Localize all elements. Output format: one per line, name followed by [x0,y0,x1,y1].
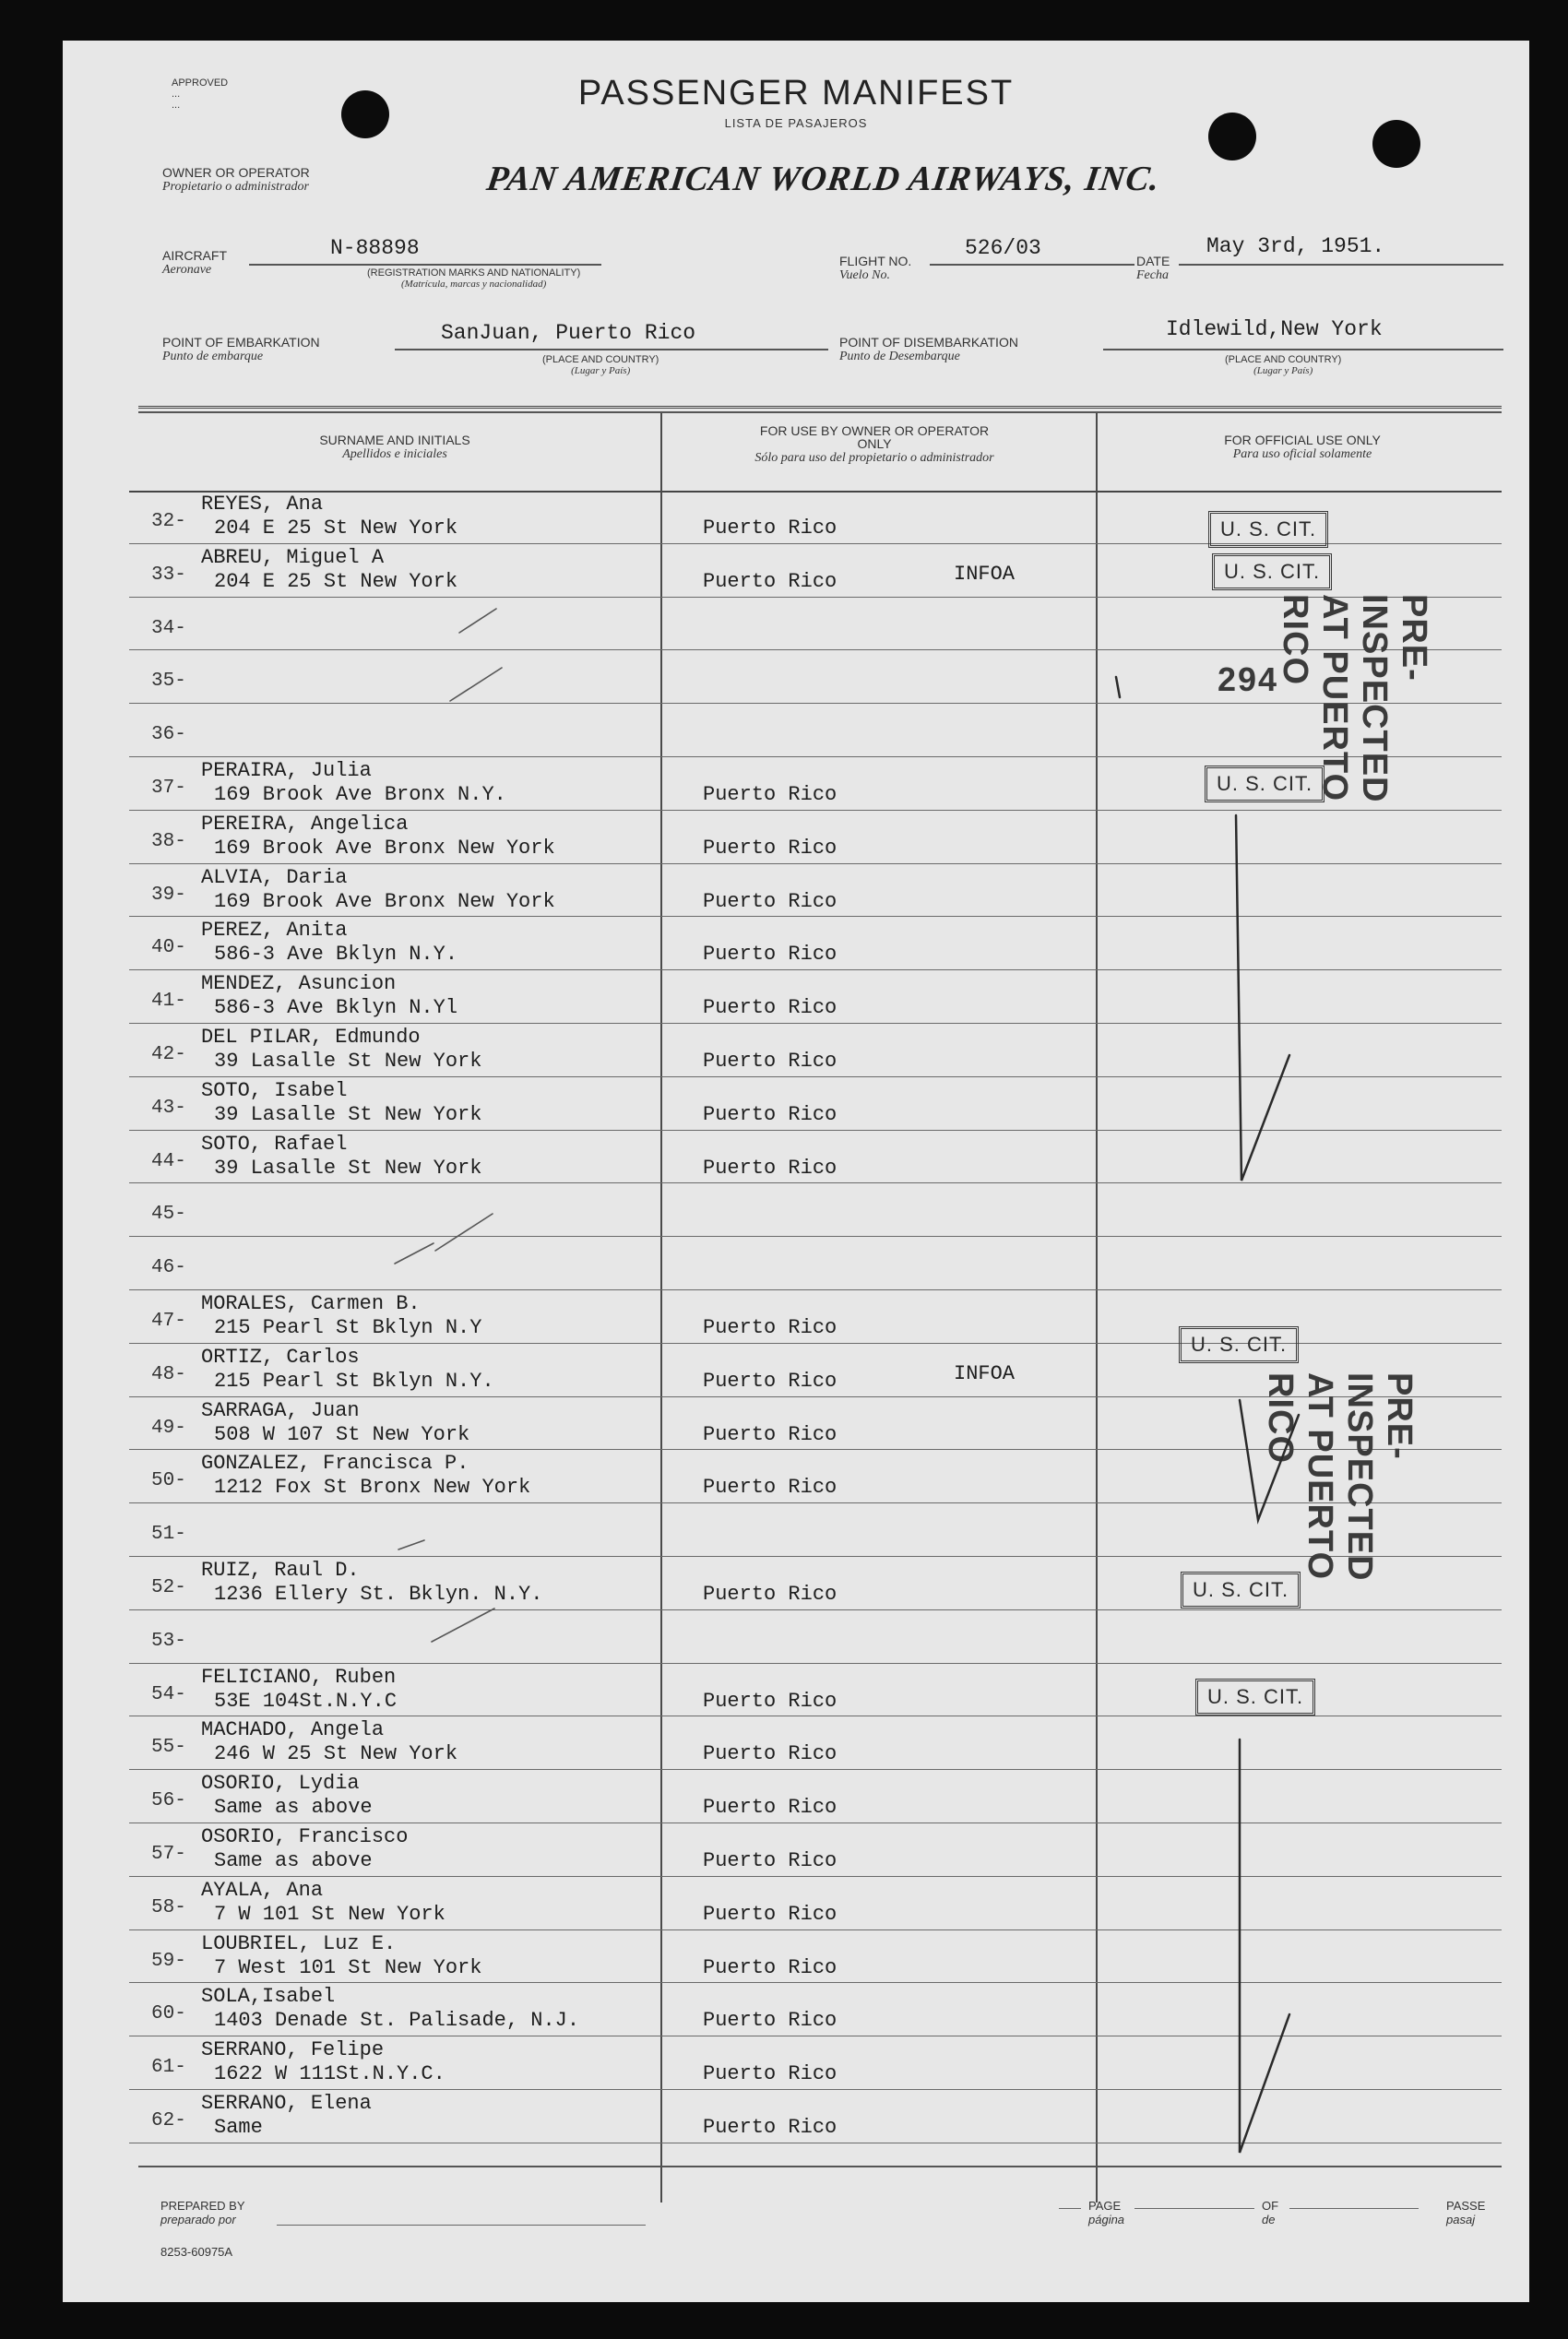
passenger-name: ORTIZ, Carlos [201,1345,360,1369]
row-number: 52- [151,1577,186,1598]
date-label: DATE Fecha [1136,254,1170,282]
passenger-address: 508 W 107 St New York [214,1422,470,1446]
passenger-address: 215 Pearl St Bklyn N.Y. [214,1369,494,1393]
row-number: 59- [151,1950,186,1972]
row-number: 44- [151,1150,186,1172]
origin-value: Puerto Rico [703,836,837,860]
origin-value: Puerto Rico [703,1902,837,1926]
origin-value: Puerto Rico [703,943,837,967]
passenger-name: ABREU, Miguel A [201,545,385,569]
passenger-name: ALVIA, Daria [201,865,348,889]
of-label: OF de [1262,2199,1279,2226]
origin-value: Puerto Rico [703,996,837,1020]
passenger-address: 39 Lasalle St New York [214,1156,482,1180]
origin-value: Puerto Rico [703,2009,837,2033]
origin-value: Puerto Rico [703,569,837,593]
passenger-address: 586-3 Ave Bklyn N.Yl [214,996,458,1020]
passenger-name: MORALES, Carmen B. [201,1292,421,1315]
row-number: 40- [151,937,186,959]
row-number: 36- [151,724,186,746]
us-citizen-stamp: U. S. CIT. [1205,766,1324,802]
passenger-address: 7 West 101 St New York [214,1955,482,1979]
page-label: PAGE página [1088,2199,1125,2226]
flight-value: 526/03 [965,236,1041,260]
passenger-address: 39 Lasalle St New York [214,1050,482,1073]
passenger-address: 1403 Denade St. Palisade, N.J. [214,2009,580,2033]
flight-label: FLIGHT NO. Vuelo No. [839,254,912,282]
row-number: 49- [151,1417,186,1439]
operator-note: INFOA [954,562,1016,586]
disembarkation-value: Idlewild,New York [1166,317,1383,341]
row-number: 48- [151,1363,186,1385]
passenger-address: 204 E 25 St New York [214,516,458,540]
column-header-official: FOR OFFICIAL USE ONLY Para uso oficial solamente [1224,433,1381,461]
us-citizen-stamp: U. S. CIT. [1212,553,1332,590]
row-number: 45- [151,1204,186,1226]
prepared-by-label: PREPARED BY preparado por [160,2199,245,2226]
row-number: 50- [151,1470,186,1492]
origin-value: Puerto Rico [703,516,837,540]
pre-inspected-stamp: PRE-INSPECTED AT PUERTO RICO [1276,594,1433,803]
passenger-address: Same as above [214,1796,373,1820]
passenger-name: FELICIANO, Ruben [201,1665,397,1689]
row-number: 51- [151,1524,186,1546]
pre-inspected-stamp: PRE-INSPECTED AT PUERTO RICO [1261,1372,1419,1582]
airline-name: PAN AMERICAN WORLD AIRWAYS, INC. [484,160,1163,198]
row-number: 47- [151,1311,186,1332]
us-citizen-stamp: U. S. CIT. [1179,1326,1299,1363]
row-number: 54- [151,1683,186,1705]
embarkation-label: POINT OF EMBARKATION Punto de embarque [162,335,320,363]
passenger-name: SARRAGA, Juan [201,1398,360,1422]
origin-value: Puerto Rico [703,2116,837,2139]
handwritten-marks [63,41,1529,2302]
us-citizen-stamp: U. S. CIT. [1195,1679,1315,1716]
origin-value: Puerto Rico [703,1369,837,1393]
row-number: 38- [151,830,186,852]
row-number: 56- [151,1790,186,1812]
aircraft-label: AIRCRAFT Aeronave [162,248,227,277]
row-number: 53- [151,1630,186,1652]
row-number: 46- [151,1257,186,1279]
passenger-address: 586-3 Ave Bklyn N.Y. [214,943,458,967]
official-count: 294 [1218,660,1279,698]
us-citizen-stamp: U. S. CIT. [1208,511,1328,548]
embarkation-value: SanJuan, Puerto Rico [441,321,696,345]
passenger-name: PERAIRA, Julia [201,759,372,782]
passenger-address: 1212 Fox St Bronx New York [214,1476,531,1500]
aircraft-value: N-88898 [330,236,420,260]
passenger-name: OSORIO, Francisco [201,1825,409,1848]
us-citizen-stamp: U. S. CIT. [1181,1572,1301,1609]
operator-note: INFOA [954,1361,1016,1385]
passenger-address: 215 Pearl St Bklyn N.Y [214,1316,482,1339]
origin-value: Puerto Rico [703,1050,837,1073]
row-number: 62- [151,2110,186,2131]
passenger-address: 246 W 25 St New York [214,1742,458,1766]
page-subtitle: LISTA DE PASAJEROS [724,116,868,130]
passenger-name: DEL PILAR, Edmundo [201,1026,421,1049]
row-number: 58- [151,1896,186,1918]
owner-label: OWNER OR OPERATOR Propietario o administrador [162,165,310,194]
origin-value: Puerto Rico [703,1156,837,1180]
place-note-2: (PLACE AND COUNTRY) (Lugar y País) [1225,354,1342,376]
date-value: May 3rd, 1951. [1206,234,1385,258]
origin-value: Puerto Rico [703,1476,837,1500]
origin-value: Puerto Rico [703,2062,837,2086]
form-code: 8253-60975A [160,2245,233,2259]
passenger-name: OSORIO, Lydia [201,1772,360,1796]
passenger-name: REYES, Ana [201,493,324,516]
passenger-address: 1236 Ellery St. Bklyn. N.Y. [214,1583,543,1606]
origin-value: Puerto Rico [703,1689,837,1713]
passenger-address: 169 Brook Ave Bronx N.Y. [214,783,506,806]
passenger-name: PEREZ, Anita [201,919,348,943]
row-number: 37- [151,778,186,799]
origin-value: Puerto Rico [703,1742,837,1766]
approval-text: APPROVED ... ... [172,77,229,111]
place-note: (PLACE AND COUNTRY) (Lugar y País) [542,354,659,376]
manifest-sheet [63,41,1529,2302]
origin-value: Puerto Rico [703,1849,837,1872]
passenger-name: SERRANO, Elena [201,2092,372,2115]
passenger-address: Same [214,2116,263,2139]
passenger-address: 7 W 101 St New York [214,1902,445,1926]
passenger-address: 169 Brook Ave Bronx New York [214,836,555,860]
origin-value: Puerto Rico [703,1955,837,1979]
row-number: 60- [151,2003,186,2025]
origin-value: Puerto Rico [703,1102,837,1126]
column-header-owner: FOR USE BY OWNER OR OPERATOR ONLY Sólo para uso del propietario o administrador [754,423,994,465]
origin-value: Puerto Rico [703,1796,837,1820]
passengers-label: PASSE pasaj [1446,2199,1486,2226]
row-number: 41- [151,991,186,1013]
disembarkation-label: POINT OF DISEMBARKATION Punto de Desembarque [839,335,1018,363]
origin-value: Puerto Rico [703,1422,837,1446]
row-number: 43- [151,1097,186,1119]
passenger-name: MACHADO, Angela [201,1718,385,1742]
page-title: PASSENGER MANIFEST [577,74,1015,113]
origin-value: Puerto Rico [703,889,837,913]
passenger-name: RUIZ, Raul D. [201,1559,360,1582]
passenger-address: Same as above [214,1849,373,1872]
origin-value: Puerto Rico [703,1316,837,1339]
passenger-name: AYALA, Ana [201,1878,324,1902]
registration-note: (REGISTRATION MARKS AND NATIONALITY) (Matrícula, marcas y nacionalidad) [367,267,581,290]
row-number: 42- [151,1044,186,1065]
passenger-address: 39 Lasalle St New York [214,1102,482,1126]
passenger-name: SOLA,Isabel [201,1985,336,2009]
row-number: 61- [151,2057,186,2079]
passenger-name: SOTO, Isabel [201,1078,348,1102]
row-number: 55- [151,1737,186,1759]
passenger-name: SERRANO, Felipe [201,2038,385,2062]
row-number: 35- [151,671,186,693]
passenger-address: 1622 W 111St.N.Y.C. [214,2062,445,2086]
origin-value: Puerto Rico [703,1583,837,1606]
origin-value: Puerto Rico [703,783,837,806]
passenger-address: 53E 104St.N.Y.C [214,1689,398,1713]
passenger-name: MENDEZ, Asuncion [201,972,397,996]
row-number: 57- [151,1844,186,1865]
row-number: 34- [151,617,186,639]
passenger-name: GONZALEZ, Francisca P. [201,1452,469,1476]
row-number: 33- [151,564,186,586]
passenger-address: 169 Brook Ave Bronx New York [214,889,555,913]
row-number: 32- [151,511,186,532]
column-header-surname: SURNAME AND INITIALS Apellidos e iniciales [319,433,470,461]
passenger-address: 204 E 25 St New York [214,569,458,593]
row-number: 39- [151,884,186,906]
passenger-name: LOUBRIEL, Luz E. [201,1931,397,1955]
passenger-name: PEREIRA, Angelica [201,812,409,836]
passenger-name: SOTO, Rafael [201,1132,348,1156]
